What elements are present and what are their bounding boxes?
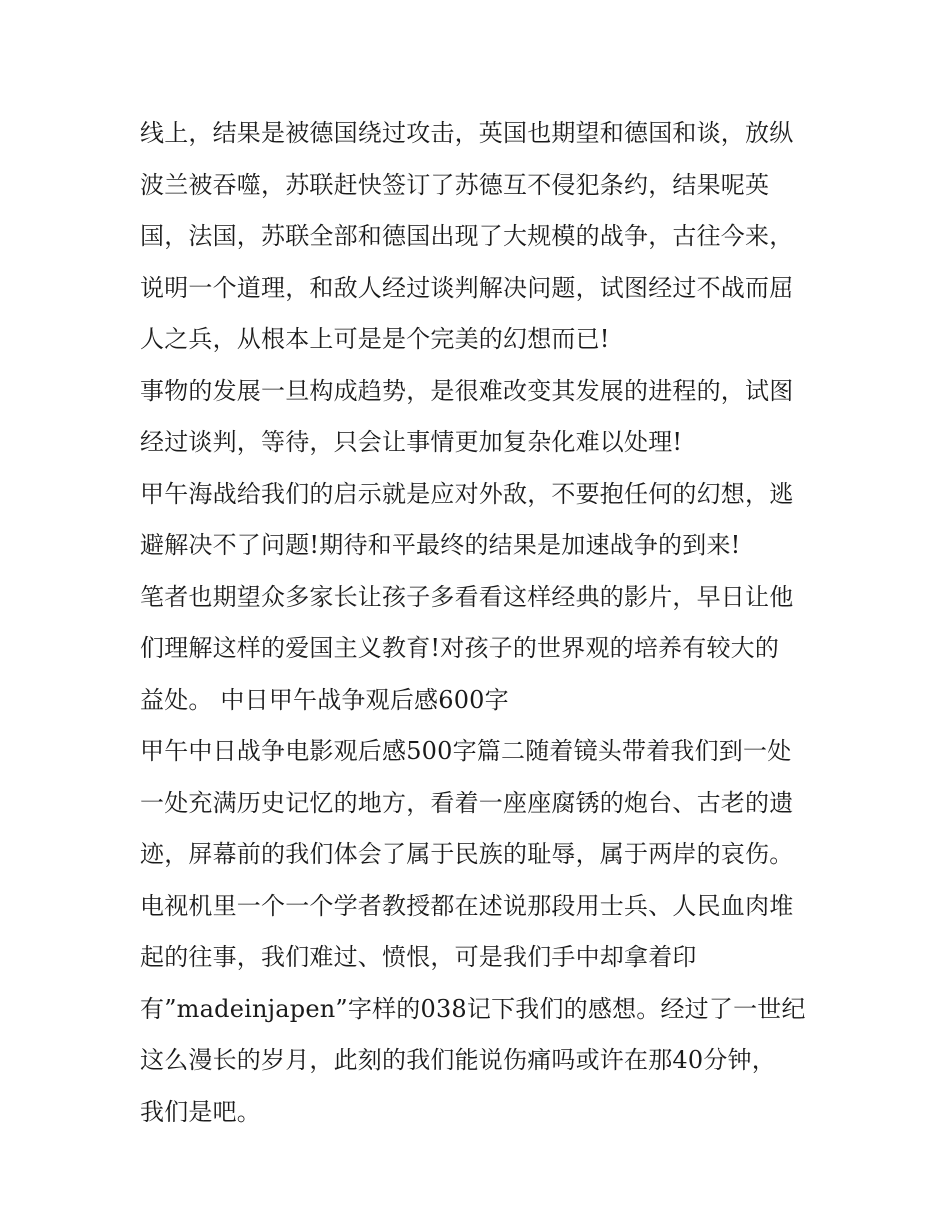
text-line: 人之兵，从根本上可是是个完美的幻想而已! [140, 325, 610, 353]
text-line: 们理解这样的爱国主义教育!对孩子的世界观的培养有较大的 [140, 634, 780, 662]
text-line: 避解决不了问题!期待和平最终的结果是加速战争的到来! [140, 531, 741, 559]
text-line: 迹，屏幕前的我们体会了属于民族的耻辱，属于两岸的哀伤。 [140, 840, 794, 868]
text-line: 事物的发展一旦构成趋势，是很难改变其发展的进程的，试图 [140, 376, 794, 405]
text-line: 笔者也期望众多家长让孩子多看看这样经典的影片，早日让他 [140, 582, 794, 611]
text-line: 我们是吧。 [140, 1097, 261, 1126]
text-line: 有”madeinjapen”字样的038记下我们的感想。经过了一世纪 [140, 994, 806, 1023]
text-line: 说明一个道理，和敌人经过谈判解决问题，试图经过不战而屈 [140, 273, 794, 302]
text-line: 波兰被吞噬，苏联赶快签订了苏德互不侵犯条约，结果呢英 [140, 170, 770, 199]
text-line: 这么漫长的岁月，此刻的我们能说伤痛吗或许在那40分钟， [140, 1046, 776, 1074]
text-line: 国，法国，苏联全部和德国出现了大规模的战争，古往今来， [140, 222, 794, 250]
text-line: 甲午海战给我们的启示就是应对外敌，不要抱任何的幻想，逃 [140, 479, 794, 508]
text-line: 益处。 中日甲午战争观后感600字 [140, 685, 509, 714]
text-line: 电视机里一个一个学者教授都在述说那段用士兵、人民血肉堆 [140, 891, 794, 920]
text-line: 线上，结果是被德国绕过攻击，英国也期望和德国和谈，放纵 [140, 119, 794, 147]
article-body [140, 108, 820, 1138]
text-line: 起的往事，我们难过、愤恨，可是我们手中却拿着印 [140, 943, 697, 971]
text-line: 甲午中日战争电影观后感500字篇二随着镜头带着我们到一处 [140, 737, 792, 765]
text-line: 一处充满历史记忆的地方，看着一座座腐锈的炮台、古老的遗 [140, 788, 794, 817]
text-line: 经过谈判，等待，只会让事情更加复杂化难以处理! [140, 428, 683, 456]
